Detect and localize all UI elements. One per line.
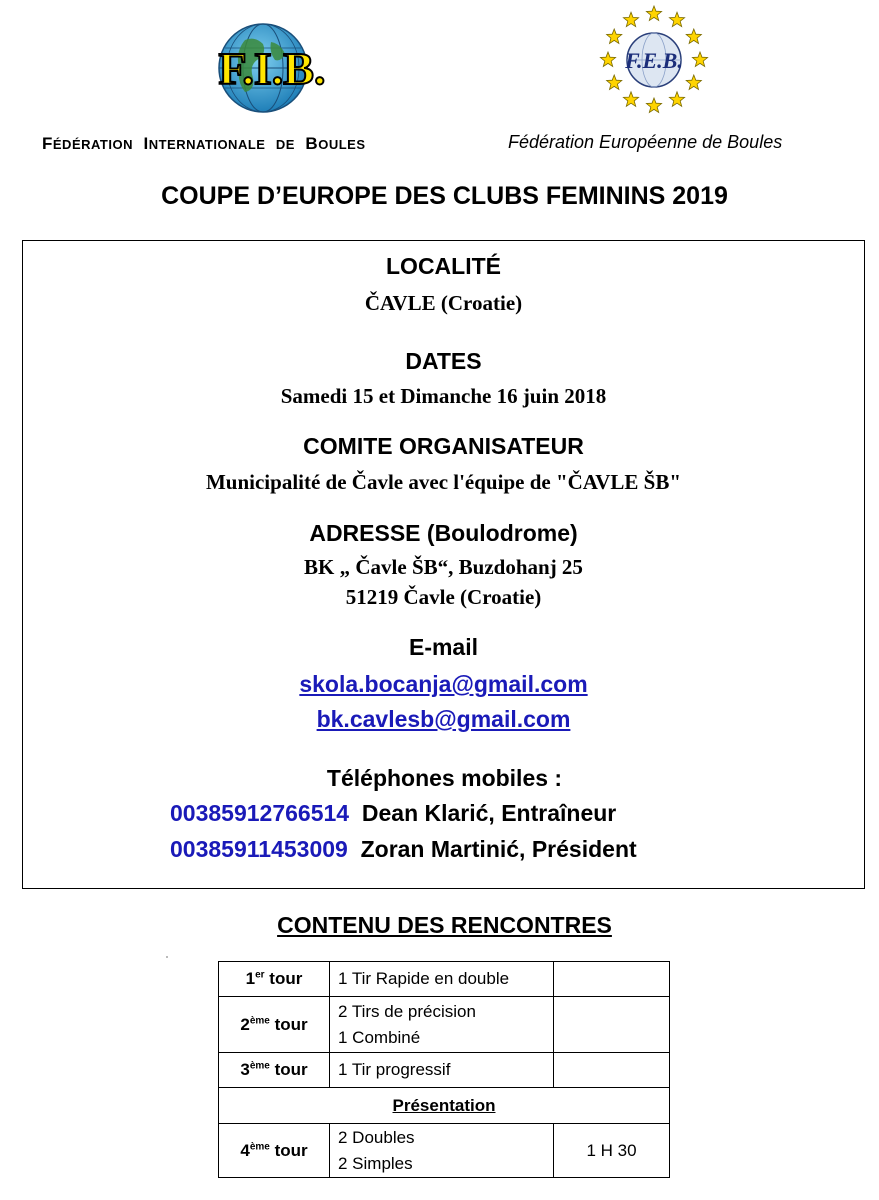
- page-title: COUPE D’EUROPE DES CLUBS FEMININS 2019: [161, 182, 728, 210]
- star-icon: [600, 52, 615, 67]
- phone-number-1[interactable]: 00385912766514: [170, 800, 350, 826]
- time-cell: [554, 962, 670, 997]
- items-cell: 2 Doubles 2 Simples: [330, 1124, 554, 1178]
- svg-text:F.E.B.: F.E.B.: [625, 48, 683, 73]
- table-row: [219, 1124, 670, 1178]
- fib-name-word: INTERNATIONALE: [143, 134, 266, 153]
- time-cell: 1 H 30: [554, 1124, 670, 1178]
- star-icon: [686, 29, 701, 44]
- localite-value: ČAVLE (Croatie): [364, 291, 523, 315]
- tour-cell: 1er tour: [219, 962, 330, 997]
- svg-text:F.I.B.: F.I.B.: [218, 43, 326, 94]
- dates-value: Samedi 15 et Dimanche 16 juin 2018: [280, 384, 607, 408]
- phone-contact-1: Dean Klarić, Entraîneur: [361, 800, 617, 826]
- presentation-cell: Présentation: [219, 1088, 670, 1124]
- feb-logo: [598, 4, 710, 116]
- fib-globe-icon: [175, 22, 370, 114]
- adresse-label: ADRESSE (Boulodrome): [309, 520, 578, 546]
- star-icon: [646, 98, 661, 113]
- time-cell: [554, 1053, 670, 1088]
- phone-row-1: [170, 800, 616, 827]
- tour-cell: 4ème tour: [219, 1124, 330, 1178]
- comite-value: Municipalité de Čavle avec l'équipe de "ČAVLE ŠB": [205, 470, 682, 494]
- dates-label: DATES: [405, 348, 482, 374]
- email-link-2[interactable]: bk.cavlesb@gmail.com: [316, 706, 571, 732]
- tour-cell: 2ème tour: [219, 997, 330, 1053]
- table-row: [219, 1053, 670, 1088]
- star-icon: [686, 75, 701, 90]
- email-label: E-mail: [408, 634, 479, 660]
- items-cell: 2 Tirs de précision 1 Combiné: [330, 997, 554, 1053]
- contenu-title: CONTENU DES RENCONTRES: [277, 912, 612, 938]
- table-row: [219, 1088, 670, 1124]
- comite-label: COMITE ORGANISATEUR: [303, 433, 584, 459]
- items-cell: 1 Tir Rapide en double: [330, 962, 554, 997]
- fib-name-word: FÉDÉRATION: [42, 134, 133, 153]
- fib-name-word: BOULES: [305, 134, 366, 153]
- phone-number-2[interactable]: 00385911453009: [170, 836, 348, 862]
- phone-contact-2: Zoran Martinić, Président: [360, 836, 637, 862]
- star-icon: [607, 29, 622, 44]
- fib-name-word: DE: [275, 137, 295, 152]
- localite-label: LOCALITÉ: [386, 253, 501, 279]
- table-row: [219, 962, 670, 997]
- tour-cell: 3ème tour: [219, 1053, 330, 1088]
- fib-logo: [175, 22, 370, 114]
- email-link-1[interactable]: skola.bocanja@gmail.com: [299, 671, 588, 697]
- time-cell: [554, 997, 670, 1053]
- star-icon: [607, 75, 622, 90]
- star-icon: [669, 92, 684, 107]
- phones-label: Téléphones mobiles :: [326, 765, 563, 791]
- star-icon: [623, 92, 638, 107]
- star-icon: [623, 12, 638, 26]
- feb-full-name: Fédération Européenne de Boules: [508, 132, 783, 152]
- scan-speck: [166, 956, 168, 958]
- items-cell: 1 Tir progressif: [330, 1053, 554, 1088]
- phone-row-2: [170, 836, 637, 863]
- table-row: [219, 997, 670, 1053]
- star-icon: [646, 6, 661, 21]
- star-icon: [692, 52, 707, 67]
- adresse-line-2: 51219 Čavle (Croatie): [345, 585, 542, 609]
- adresse-line-1: BK „ Čavle ŠB“, Buzdohanj 25: [304, 555, 583, 579]
- star-icon: [669, 12, 684, 26]
- fib-full-name: [42, 134, 366, 154]
- schedule-table: [218, 961, 670, 1178]
- feb-stars-icon: [598, 4, 710, 116]
